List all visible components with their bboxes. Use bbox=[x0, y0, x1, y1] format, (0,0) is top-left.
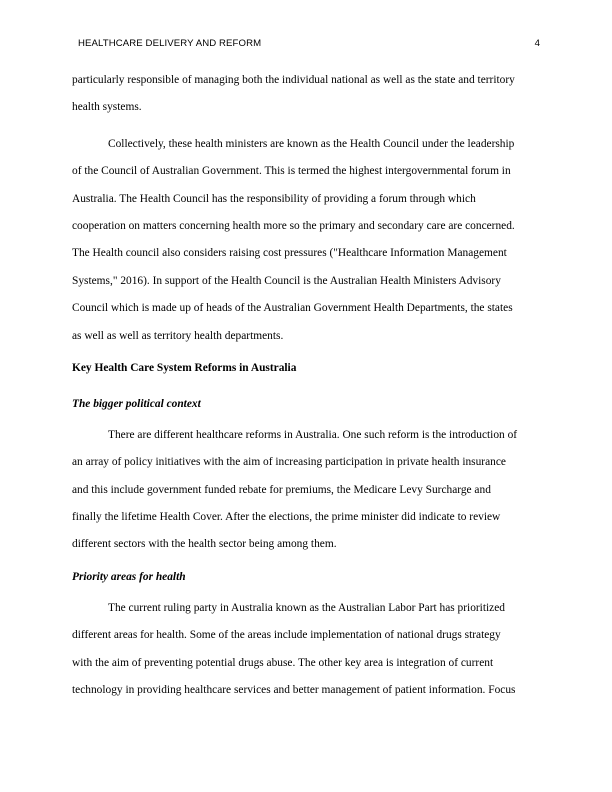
section-heading: Key Health Care System Reforms in Australia bbox=[72, 361, 297, 374]
text-line: of the Council of Australian Government. This is termed the highest intergovernmental forum in bbox=[72, 165, 511, 178]
text-line: technology in providing healthcare services and better management of patient information. Focus bbox=[72, 684, 516, 697]
running-header bbox=[78, 37, 540, 51]
text-line: Systems," 2016). In support of the Health Council is the Australian Health Ministers Advisory bbox=[72, 274, 501, 287]
text-line: different sectors with the health sector being among them. bbox=[72, 538, 337, 551]
text-line: health systems. bbox=[72, 101, 142, 114]
text-line: There are different healthcare reforms in Australia. One such reform is the introduction of bbox=[108, 428, 518, 441]
paragraph-health-council bbox=[72, 131, 541, 350]
text-line: Council which is made up of heads of the Australian Government Health Departments, the states bbox=[72, 302, 513, 315]
text-line: finally the lifetime Health Cover. After the elections, the prime minister did indicate to review bbox=[72, 511, 501, 524]
text-line: Australia. The Health Council has the responsibility of providing a forum through which bbox=[72, 192, 476, 205]
text-line: particularly responsible of managing both the individual national as well as the state and territory bbox=[72, 74, 515, 86]
text-line: as well as well as territory health departments. bbox=[72, 329, 284, 342]
paragraph-political-context bbox=[72, 422, 541, 559]
text-line: Collectively, these health ministers are known as the Health Council under the leadership bbox=[108, 137, 515, 150]
subsection-heading: Priority areas for health bbox=[72, 570, 186, 583]
document-body bbox=[72, 67, 541, 704]
text-line: The current ruling party in Australia known as the Australian Labor Part has prioritized bbox=[108, 601, 505, 614]
text-line: different areas for health. Some of the areas include implementation of national drugs strategy bbox=[72, 629, 501, 642]
subsection-heading: The bigger political context bbox=[72, 397, 201, 410]
paragraph-continued bbox=[72, 67, 541, 122]
text-line: with the aim of preventing potential drugs abuse. The other key area is integration of current bbox=[72, 656, 494, 669]
text-line: The Health council also considers raising cost pressures ("Healthcare Information Management bbox=[72, 247, 507, 260]
text-line: and this include government funded rebate for premiums, the Medicare Levy Surcharge and bbox=[72, 483, 491, 496]
text-line: an array of policy initiatives with the aim of increasing participation in private health insurance bbox=[72, 456, 506, 469]
header-title: HEALTHCARE DELIVERY AND REFORM bbox=[78, 38, 262, 49]
paragraph-priority-areas bbox=[72, 595, 541, 705]
text-line: cooperation on matters concerning health more so the primary and secondary care are concerned. bbox=[72, 219, 515, 232]
page-number: 4 bbox=[534, 38, 540, 49]
